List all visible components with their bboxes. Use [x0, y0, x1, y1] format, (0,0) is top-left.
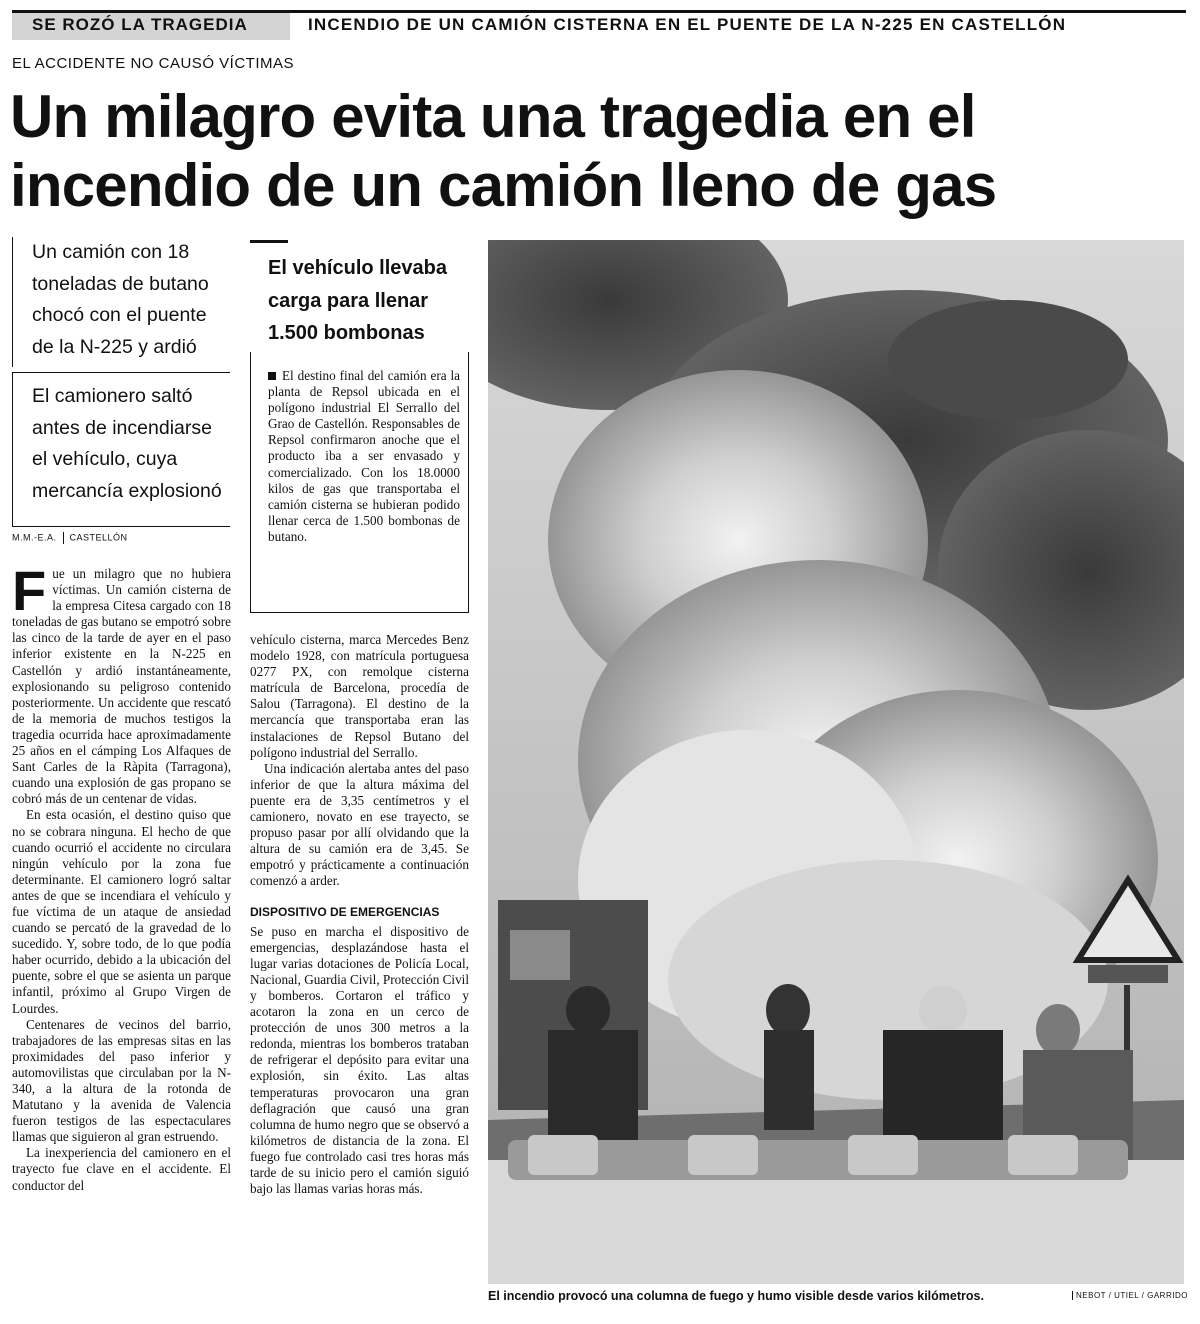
byline-author: M.M.-E.A. [12, 532, 57, 543]
photo-credit: NEBOT / UTIEL / GARRIDO [1072, 1291, 1188, 1300]
byline-place: CASTELLÓN [69, 532, 128, 543]
highlight-text [268, 368, 460, 545]
kicker: EL ACCIDENTE NO CAUSÓ VÍCTIMAS [12, 55, 294, 72]
fire-photo-illustration [488, 240, 1184, 1284]
paragraph: Se puso en marcha el dispositivo de emergencias, desplazándose hasta el lugar varias dotaciones de Policía Local, Nacional, Guardia Civil, Protección Civil y bomberos. Cortaron el tráfico y acotaron la zona en un cerco de protección de unos 300 metros a la redonda, mientras los bomberos trataban de refrigerar el depósito para evitar una explosión, sin éxito. Las altas temperaturas provocaron una gran deflagración que causó una gran columna de humo negro que se observó a kilómetros de distancia de la zona. El fuego fue controlado casi tres horas más tarde de su inicio pero el camión siguió bajo las llamas varias horas más. [250, 923, 469, 1197]
highlight-body: El destino final del camión era la planta de Repsol ubicada en el polígono industrial El Serrallo del Grao de Castellón. Responsables de Repsol confirmaron anoche que el producto iba a ser envasado y comercializado. Con los 18.0000 kilos de gas que transportaba el camión cisterna se hubieran podido llenar cerca de 1.500 bombonas de butano. [268, 368, 460, 544]
byline [12, 532, 128, 544]
photo-caption: El incendio provocó una columna de fuego y humo visible desde varios kilómetros. [488, 1289, 984, 1303]
subheading: DISPOSITIVO DE EMERGENCIAS [250, 904, 440, 919]
headline-line-2: incendio de un camión lleno de gas [10, 152, 997, 219]
section-topic: INCENDIO DE UN CAMIÓN CISTERNA EN EL PUENTE DE LA N-225 EN CASTELLÓN [308, 15, 1067, 34]
paragraph: En esta ocasión, el destino quiso que no se cobrara ninguna. El hecho de que cuando ocurrió el accidente no circulara ningún vehículo por la zona fue determinante. El camionero logró saltar antes de que se incendiara el vehículo y fue víctima de un ataque de ansiedad cuando se percató de la gravedad de lo sucedido. Y, sobre todo, de lo que podía haber ocurrido, debido a la ubicación del puente, sobre el que se asienta un parque infantil, próximo al Grupo Virgen de Lourdes. [12, 807, 231, 1016]
headline-line-1: Un milagro evita una tragedia en el [10, 83, 976, 150]
section-tag: SE ROZÓ LA TRAGEDIA [12, 13, 290, 40]
paragraph: La inexperiencia del camionero en el trayecto fue clave en el accidente. El conductor del [12, 1145, 231, 1193]
drop-cap: F [12, 566, 47, 622]
deck-2: El camionero saltó antes de incendiarse el vehículo, cuya mercancía explosionó [12, 372, 230, 526]
highlight-title: El vehículo llevaba carga para llenar 1.500 bombonas [268, 257, 447, 344]
paragraph: Una indicación alertaba antes del paso inferior de que la altura máxima del puente era de 3,35 centímetros y el camionero, novato en ese trayecto, se propuso pasar por allí olvidando que la altura de su camión era de 3,45. Se empotró y prácticamente a continuación comenzó a arder. [250, 760, 469, 889]
body-column-2 [250, 632, 469, 1312]
paragraph [12, 566, 231, 807]
fire-photo [488, 240, 1184, 1284]
bullet-square-icon [268, 372, 276, 380]
headline [10, 82, 1190, 220]
byline-separator [63, 532, 64, 544]
deck-1: Un camión con 18 toneladas de butano chocó con el puente de la N-225 y ardió [12, 237, 230, 367]
paragraph: Centenares de vecinos del barrio, trabajadores de las empresas sitas en las proximidades del paso inferior y automovilistas que circulaban por la N-340, a la altura de la rotonda de Matutano y la avenida de Valencia fueron testigos de las espectaculares llamas que siguieron al gran estruendo. [12, 1016, 231, 1145]
section-bar [12, 10, 1186, 40]
paragraph: vehículo cisterna, marca Mercedes Benz modelo 1928, con matrícula portuguesa 0277 PX, con remolque cisterna matrícula de Barcelona, procedía de Salou (Tarragona). El destino de la mercancía que transportaba eran las instalaciones de Repsol Butano del polígono industrial del Serrallo. [250, 632, 469, 760]
paragraph-text: ue un milagro que no hubiera víctimas. Un camión cisterna de la empresa Citesa cargado con 18 toneladas de gas butano se empotró sobre las cinco de la tarde de ayer en el paso inferior existente en la N-225 en Castellón y ardió instantáneamente, explosionando su peligroso contenido posteriormente. Un accidente que rescató de la memoria de muchos testigos la tragedia ocurrida hace aproximadamente 25 años en el cámping Los Alfaques de Sant Carles de la Ràpita (Tarragona), cuando una explosión de gas propano se cobró más de un centenar de vidas. [12, 566, 231, 807]
body-column-1 [12, 566, 231, 1306]
deck-divider [12, 526, 230, 527]
highlight-rule [250, 240, 288, 243]
